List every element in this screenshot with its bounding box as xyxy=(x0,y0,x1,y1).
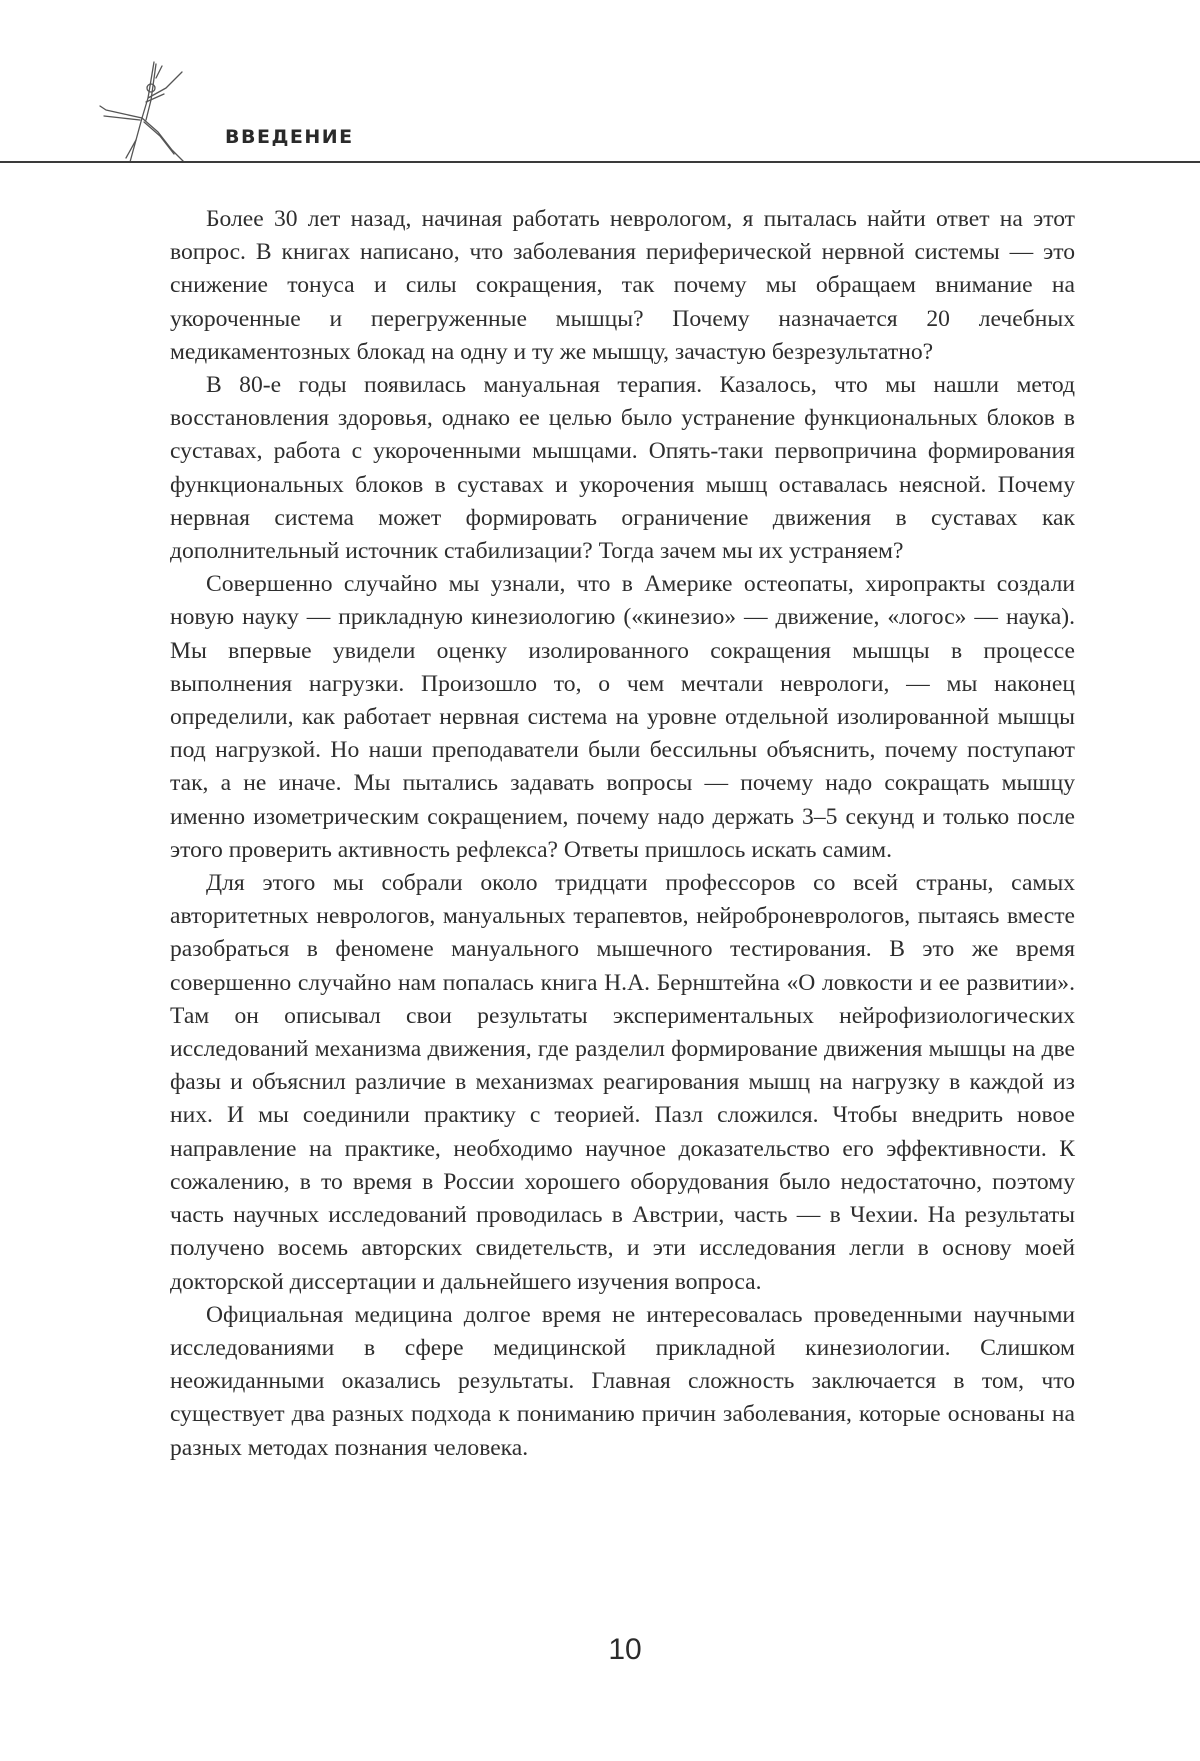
paragraph: Официальная медицина долгое время не интересовалась проведенными научными исследованиями в сфере медицинской прикладной кинезиологии. Слишком неожиданными оказались результаты. Главная сложность заключается в том, что существует два разных подхода к пониманию причин заболевания, которые основаны на разных методах познания человека. xyxy=(170,1301,1075,1461)
page-number: 10 xyxy=(608,1633,642,1666)
paragraph: Для этого мы собрали около тридцати профессоров со всей страны, самых авторитетных неврологов, мануальных терапевтов, нейроброневрологов, пытаясь вместе разобраться в феномене мануального мышечного тестирования. В это же время совершенно случайно нам попалась книга Н.А. Бернштейна «О ловкости и ее развитии». Там он описывал свои результаты экспериментальных нейрофизиологических исследований механизма движения, где разделил формирование движения мышцы на две фазы и объяснил различие в механизмах реагирования мышц на нагрузку в каждой из них. И мы соединили практику с теорией. Пазл сложился. Чтобы внедрить новое направление на практике, необходимо научное доказательство его эффективности. К сожалению, в то время в России хорошего оборудования было недостаточно, поэтому часть научных исследований проводилась в Австрии, часть — в Чехии. На результаты получено восемь авторских свидетельств, и эти исследования легли в основу моей докторской диссертации и дальнейшего изучения вопроса. xyxy=(170,870,1075,1295)
page-header xyxy=(0,0,1200,170)
paragraph: Совершенно случайно мы узнали, что в Америке остеопаты, хиропракты создали новую науку — прикладную кинезиологию («кинезио» — движение, «логос» — наука). Мы впервые увидели оценку изолированного сокращения мышцы в процессе выполнения нагрузки. Произошло то, о чем мечтали неврологи, — мы наконец определили, как работает нервная система на уровне отдельной изолированной мышцы под нагрузкой. Но наши преподаватели были бессильны объяснить, почему поступают так, а не иначе. Мы пытались задавать вопросы — почему надо сокращать мышцу именно изометрическим сокращением, почему надо держать 3–5 секунд и только после этого проверить активность рефлекса? Ответы пришлось искать самим. xyxy=(170,571,1075,863)
section-title: ВВЕДЕНИЕ xyxy=(225,126,354,148)
paragraph: Более 30 лет назад, начиная работать неврологом, я пыталась найти ответ на этот вопрос. В книгах написано, что заболевания периферической нервной системы — это снижение тонуса и силы сокращения, так почему мы обращаем внимание на укороченные и перегруженные мышцы? Почему назначается 20 лечебных медикаментозных блокад на одну и ту же мышцу, зачастую безрезультатно? xyxy=(170,206,1075,365)
paragraph: В 80-е годы появилась мануальная терапия. Казалось, что мы нашли метод восстановления здоровья, однако ее целью было устранение функциональных блоков в суставах, работа с укороченными мышцами. Опять-таки первопричина формирования функциональных блоков в суставах и укорочения мышц оставалась неясной. Почему нервная система может формировать ограничение движения в суставах как дополнительный источник стабилизации? Тогда зачем мы их устраняем? xyxy=(170,372,1075,565)
header-divider xyxy=(0,161,1200,163)
body-text xyxy=(170,203,1075,1465)
dancer-figure-icon xyxy=(96,58,196,164)
